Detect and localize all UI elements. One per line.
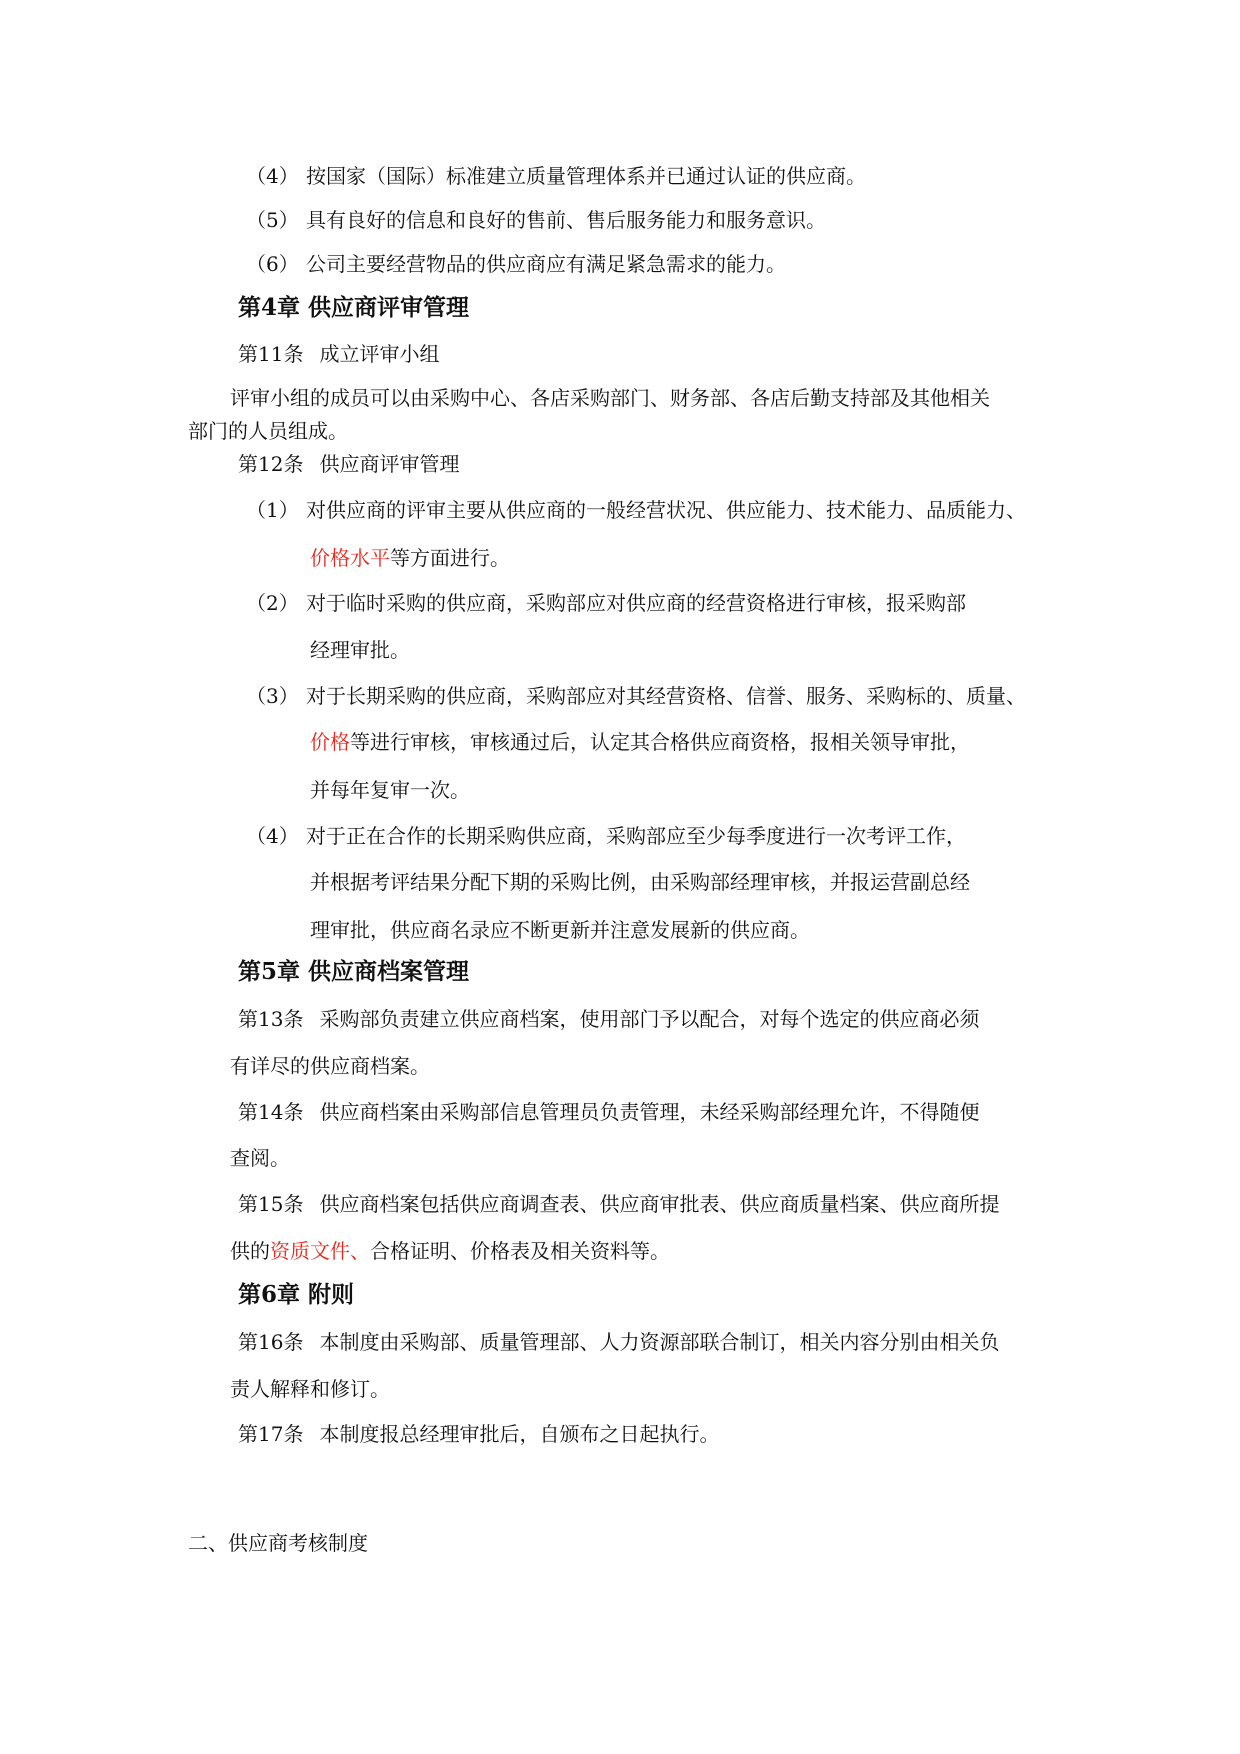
article-text: 供应商档案由采购部信息管理员负责管理，未经采购部经理允许，不得随便: [319, 1100, 980, 1124]
item-continuation: 理审批，供应商名录应不断更新并注意发展新的供应商。: [310, 918, 810, 942]
article-title: 成立评审小组: [319, 342, 440, 366]
article-13: [238, 1005, 979, 1033]
article-12: [238, 450, 459, 478]
highlighted-text: 资质文件、: [270, 1239, 370, 1263]
item-number: （6）: [246, 252, 299, 276]
paragraph-line: [230, 1237, 670, 1265]
list-item: [246, 206, 826, 234]
article-label: 第14条: [238, 1100, 304, 1124]
paragraph-line: 有详尽的供应商档案。: [230, 1054, 430, 1078]
item-continuation: [310, 728, 970, 756]
list-item: [246, 682, 1026, 710]
item-number: （4）: [246, 824, 299, 848]
section-two-heading: 二、供应商考核制度: [188, 1531, 368, 1555]
item-continuation: 并根据考评结果分配下期的采购比例，由采购部经理审核，并报运营副总经: [310, 870, 970, 894]
article-11: [238, 340, 439, 368]
article-title: 供应商评审管理: [319, 452, 460, 476]
article-label: 第13条: [238, 1007, 304, 1031]
article-label: 第16条: [238, 1330, 304, 1354]
article-15: [238, 1190, 999, 1218]
item-text: 对于正在合作的长期采购供应商，采购部应至少每季度进行一次考评工作，: [306, 824, 966, 848]
list-item: [246, 250, 786, 278]
item-text: 等进行审核，审核通过后，认定其合格供应商资格，报相关领导审批，: [350, 730, 970, 754]
item-number: （1）: [246, 498, 299, 522]
item-continuation: 并每年复审一次。: [310, 778, 470, 802]
article-text: 采购部负责建立供应商档案，使用部门予以配合，对每个选定的供应商必须: [319, 1007, 980, 1031]
item-number: （5）: [246, 208, 299, 232]
item-number: （2）: [246, 591, 299, 615]
paragraph-text: 合格证明、价格表及相关资料等。: [370, 1239, 670, 1263]
article-label: 第12条: [238, 452, 304, 476]
article-label: 第17条: [238, 1422, 304, 1446]
article-17: [238, 1420, 719, 1448]
item-continuation: [310, 544, 510, 572]
paragraph-line: 查阅。: [230, 1146, 290, 1170]
article-text: 本制度报总经理审批后，自颁布之日起执行。: [319, 1422, 720, 1446]
article-text: 本制度由采购部、质量管理部、人力资源部联合制订，相关内容分别由相关负: [319, 1330, 1000, 1354]
article-text: 供应商档案包括供应商调查表、供应商审批表、供应商质量档案、供应商所提: [319, 1192, 1000, 1216]
paragraph-line: 责人解释和修订。: [230, 1377, 390, 1401]
item-text: 等方面进行。: [390, 546, 510, 570]
chapter-6-heading: 第6章 附则: [238, 1281, 355, 1308]
chapter-5-heading: 第5章 供应商档案管理: [238, 958, 470, 985]
item-text: 对于临时采购的供应商，采购部应对供应商的经营资格进行审核，报采购部: [306, 591, 966, 615]
list-item: [246, 589, 966, 617]
item-text: 公司主要经营物品的供应商应有满足紧急需求的能力。: [306, 252, 786, 276]
paragraph-line: 部门的人员组成。: [188, 419, 348, 443]
item-number: （4）: [246, 164, 299, 188]
highlighted-text: 价格水平: [310, 546, 390, 570]
chapter-4-heading: 第4章 供应商评审管理: [238, 294, 470, 321]
list-item: [246, 822, 966, 850]
article-label: 第11条: [238, 342, 304, 366]
list-item: [246, 496, 1026, 524]
item-text: 具有良好的信息和良好的售前、售后服务能力和服务意识。: [306, 208, 826, 232]
paragraph-line: 评审小组的成员可以由采购中心、各店采购部门、财务部、各店后勤支持部及其他相关: [230, 386, 990, 410]
item-number: （3）: [246, 684, 299, 708]
paragraph-text: 供的: [230, 1239, 270, 1263]
article-label: 第15条: [238, 1192, 304, 1216]
article-14: [238, 1098, 979, 1126]
item-text: 按国家（国际）标准建立质量管理体系并已通过认证的供应商。: [306, 164, 866, 188]
highlighted-text: 价格: [310, 730, 350, 754]
article-16: [238, 1328, 999, 1356]
item-text: 对供应商的评审主要从供应商的一般经营状况、供应能力、技术能力、品质能力、: [306, 498, 1026, 522]
list-item: [246, 162, 866, 190]
item-continuation: 经理审批。: [310, 638, 410, 662]
item-text: 对于长期采购的供应商，采购部应对其经营资格、信誉、服务、采购标的、质量、: [306, 684, 1026, 708]
